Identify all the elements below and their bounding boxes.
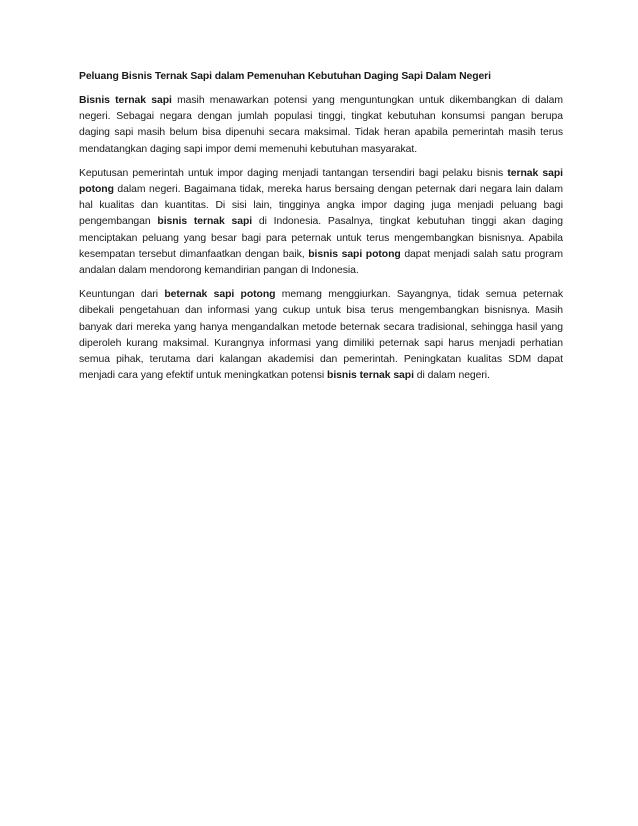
paragraph-text: di dalam negeri. xyxy=(413,370,490,382)
paragraph-text: dapat menjadi salah satu program andalan dalam mendorong kemandirian pangan di Indonesia. xyxy=(79,248,563,277)
paragraph-text: Keputusan pemerintah untuk impor daging menjadi tantangan tersendiri bagi pelaku bisnis xyxy=(79,167,508,179)
paragraph-text: dalam negeri. Bagaimana tidak, mereka harus bersaing dengan peternak dari negara lain dalam hal kualitas dan kuantitas. Di sisi lain, tingginya angka impor daging juga menjadi peluang bagi pengembangan xyxy=(79,184,563,228)
document-page xyxy=(79,69,563,392)
paragraph-2 xyxy=(79,166,563,279)
paragraph-text: memang menggiurkan. Sayangnya, tidak semua peternak dibekali pengetahuan dan informasi yang cukup untuk bisa terus mengembangkan bisnisnya. Masih banyak dari mereka yang hanya mengandalkan metode beternak secara tradisional, sehingga hasil yang diperoleh kurang maksimal. Kurangnya informasi yang dimiliki peternak sapi harus menjadi perhatian semua pihak, terutama dari kalangan akademisi dan pemerintah. Peningkatan kualitas SDM dapat menjadi cara yang efektif untuk meningkatkan potensi xyxy=(79,289,563,382)
paragraph-1 xyxy=(79,93,563,158)
keyword-bold: bisnis ternak sapi xyxy=(157,216,253,228)
keyword-bold: bisnis ternak sapi xyxy=(327,370,414,382)
keyword-bold: bisnis sapi potong xyxy=(308,248,401,260)
paragraph-text: Keuntungan dari xyxy=(79,289,165,301)
keyword-bold: beternak sapi potong xyxy=(164,289,276,301)
paragraph-text: masih menawarkan potensi yang menguntungkan untuk dikembangkan di dalam negeri. Sebagai negara dengan jumlah populasi tinggi, tingkat kebutuhan konsumsi pangan berupa daging sapi masih belum bisa dipenuhi secara maksimal. Tidak heran apabila pemerintah masih terus mendatangkan daging sapi impor demi memenuhi kebutuhan masyarakat. xyxy=(79,95,563,155)
paragraph-text: di Indonesia. Pasalnya, tingkat kebutuhan tinggi akan daging menciptakan peluang yang besar bagi para peternak untuk terus mengembangkan bisnisnya. Apabila kesempatan tersebut dimanfaatkan dengan baik, xyxy=(79,216,563,260)
document-title: Peluang Bisnis Ternak Sapi dalam Pemenuhan Kebutuhan Daging Sapi Dalam Negeri xyxy=(79,71,491,82)
paragraph-3 xyxy=(79,287,563,384)
keyword-bold: ternak sapi potong xyxy=(79,167,563,196)
keyword-bold: Bisnis ternak sapi xyxy=(79,95,172,106)
